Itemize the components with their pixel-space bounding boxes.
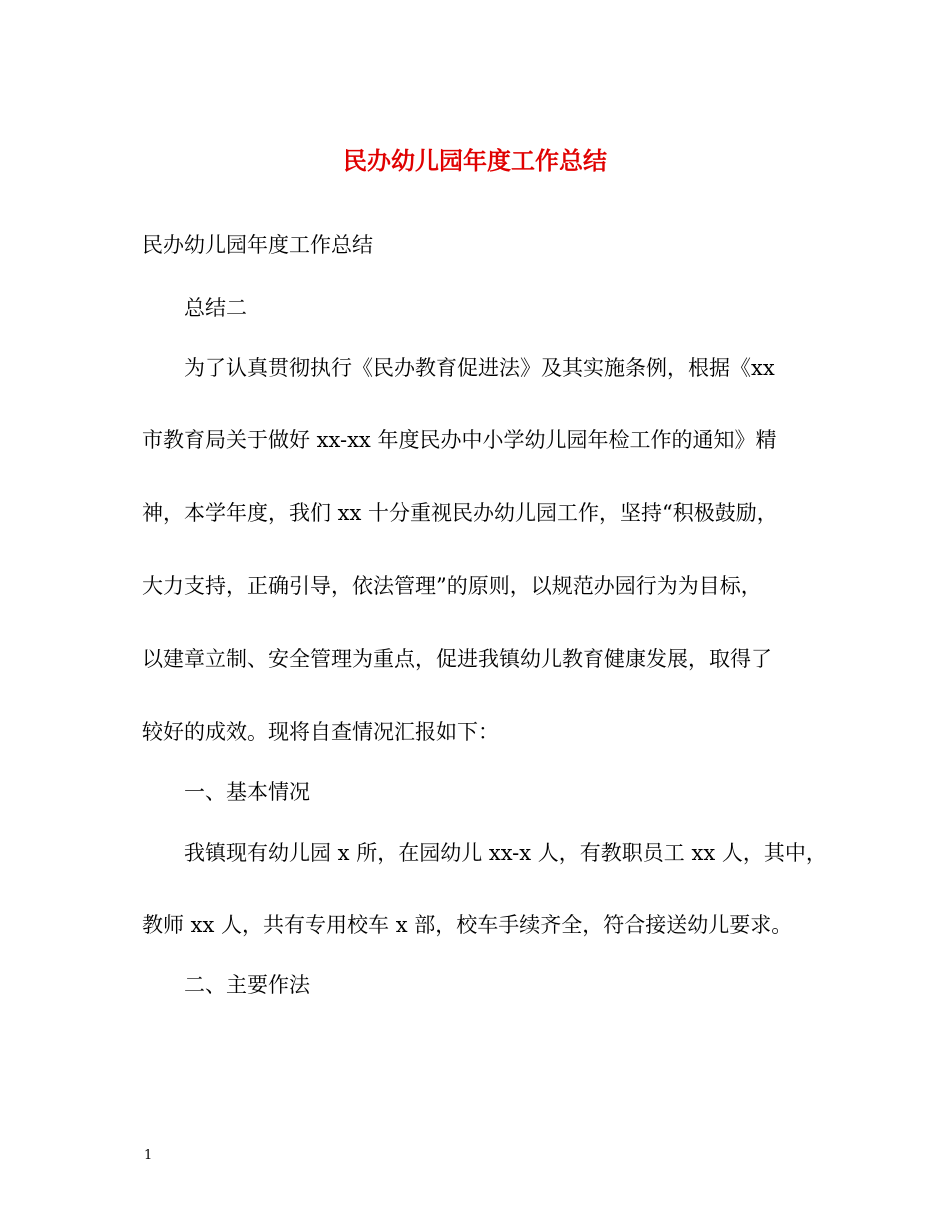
paragraph-line: 市教育局关于做好 xx-xx 年度民办中小学幼儿园年检工作的通知》精 <box>142 428 777 452</box>
paragraph-line: 以建章立制、安全管理为重点，促进我镇幼儿教育健康发展，取得了 <box>142 647 772 671</box>
section-heading-methods: 二、主要作法 <box>184 973 310 997</box>
document-subtitle: 民办幼儿园年度工作总结 <box>142 233 373 257</box>
paragraph-line: 较好的成效。现将自查情况汇报如下： <box>142 720 499 744</box>
paragraph-line: 教师 xx 人，共有专用校车 x 部，校车手续齐全，符合接送幼儿要求。 <box>142 913 793 937</box>
section-heading-basic: 一、基本情况 <box>184 780 310 804</box>
page-title: 民办幼儿园年度工作总结 <box>343 146 607 175</box>
paragraph-line: 为了认真贯彻执行《民办教育促进法》及其实施条例，根据《xx <box>184 356 775 380</box>
paragraph-line: 我镇现有幼儿园 x 所，在园幼儿 xx-x 人，有教职员工 xx 人，其中， <box>184 841 827 865</box>
paragraph-line: 神，本学年度，我们 xx 十分重视民办幼儿园工作，坚持“积极鼓励， <box>142 501 778 525</box>
page-number: 1 <box>144 1148 153 1163</box>
section-label: 总结二 <box>184 296 247 320</box>
paragraph-line: 大力支持，正确引导，依法管理”的原则，以规范办园行为为目标， <box>142 574 762 598</box>
